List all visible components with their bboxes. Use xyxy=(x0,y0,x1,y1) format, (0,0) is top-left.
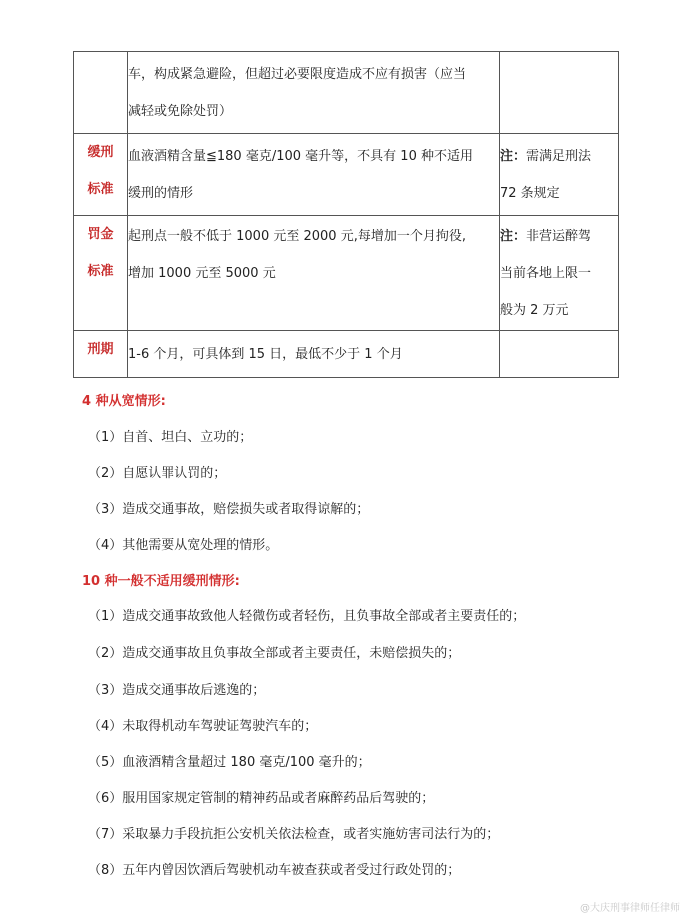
watermark: @大庆刑事律师任律师 xyxy=(580,903,680,914)
row-label: 罚金 xyxy=(87,227,114,242)
note-cell xyxy=(500,134,619,216)
label-cell xyxy=(74,134,128,216)
note-prefix: 注： xyxy=(500,229,527,244)
content-line: 减轻或免除处罚） xyxy=(128,104,233,119)
list-item: （1）造成交通事故致他人轻微伤或者轻伤，且负事故全部或者主要责任的； xyxy=(88,609,526,624)
note-prefix: 注： xyxy=(500,149,527,164)
list-item: （5）血液酒精含量超过 180 毫克/100 毫升的； xyxy=(88,755,371,770)
content-cell xyxy=(128,52,500,134)
content-line: 1-6 个月，可具体到 15 日，最低不少于 1 个月 xyxy=(128,346,403,362)
list-item: （1）自首、坦白、立功的； xyxy=(88,430,253,445)
row-label: 标准 xyxy=(87,182,114,197)
content-line: 增加 1000 元至 5000 元 xyxy=(128,266,276,281)
row-label: 刑期 xyxy=(87,342,114,357)
row-label: 缓刑 xyxy=(87,145,114,160)
list-item: （3）造成交通事故后逃逸的； xyxy=(88,683,266,698)
note-line: 需满足刑法 xyxy=(526,149,592,164)
section-title-leniency: 4 种从宽情形: xyxy=(82,394,166,409)
label-cell xyxy=(74,331,128,378)
section-title-no-probation: 10 种一般不适用缓刑情形: xyxy=(82,574,240,589)
content-cell xyxy=(128,216,500,331)
note-line: 非营运醉驾 xyxy=(526,229,592,244)
note-line: 当前各地上限一 xyxy=(500,266,592,281)
list-item: （6）服用国家规定管制的精神药品或者麻醉药品后驾驶的； xyxy=(88,791,435,806)
list-item: （2）造成交通事故且负事故全部或者主要责任，未赔偿损失的； xyxy=(88,646,461,661)
list-item: （2）自愿认罪认罚的； xyxy=(88,466,227,481)
list-item: （7）采取暴力手段抗拒公安机关依法检查，或者实施妨害司法行为的； xyxy=(88,827,500,842)
content-line: 缓刑的情形 xyxy=(128,186,194,201)
empty-label-cell xyxy=(74,52,128,134)
note-line: 72 条规定 xyxy=(500,186,560,201)
note-cell xyxy=(500,216,619,331)
list-item: （3）造成交通事故，赔偿损失或者取得谅解的； xyxy=(88,502,370,517)
penalty-table xyxy=(73,51,619,378)
table-row xyxy=(74,216,619,331)
table-row xyxy=(74,331,619,378)
content-line: 血液酒精含量≦180 毫克/100 毫升等，不具有 10 种不适用 xyxy=(128,149,473,164)
label-cell xyxy=(74,216,128,331)
note-line: 般为 2 万元 xyxy=(500,303,569,318)
list-item: （8）五年内曾因饮酒后驾驶机动车被查获或者受过行政处罚的； xyxy=(88,863,461,878)
row-label: 标准 xyxy=(87,264,114,279)
content-cell xyxy=(128,331,500,378)
content-line: 起刑点一般不低于 1000 元至 2000 元,每增加一个月拘役, xyxy=(128,229,466,244)
content-line: 车，构成紧急避险，但超过必要限度造成不应有损害（应当 xyxy=(128,67,467,82)
empty-note-cell xyxy=(500,52,619,134)
list-item: （4）未取得机动车驾驶证驾驶汽车的； xyxy=(88,719,318,734)
empty-note-cell xyxy=(500,331,619,378)
table-row xyxy=(74,134,619,216)
list-item: （4）其他需要从宽处理的情形。 xyxy=(88,538,279,553)
table-row xyxy=(74,52,619,134)
content-cell xyxy=(128,134,500,216)
